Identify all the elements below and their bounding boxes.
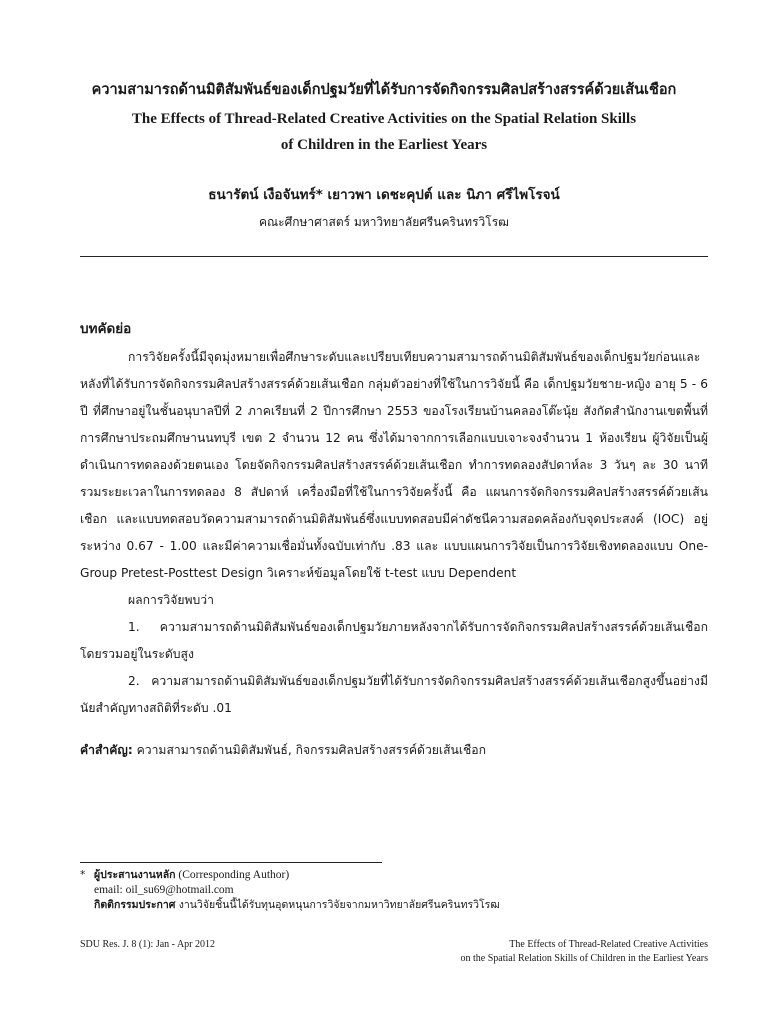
title-english	[60, 106, 708, 158]
results-heading: ผลการวิจัยพบว่า	[128, 593, 214, 607]
title-thai: ความสามารถด้านมิติสัมพันธ์ของเด็กปฐมวัยที่ได้รับการจัดกิจกรรมศิลปสร้างสรรค์ด้วยเส้นเชือก	[91, 82, 677, 98]
result-item-1: 1. ความสามารถด้านมิติสัมพันธ์ของเด็กปฐมวัยภายหลังจากได้รับการจัดกิจกรรมศิลปสร้างสรรค์ด้วยเส้นเชือกโดยรวมอยู่ในระดับสูง	[80, 620, 708, 661]
footnote-divider	[80, 862, 382, 863]
abstract-body	[80, 344, 708, 722]
footnote-email[interactable]: email: oil_su69@hotmail.com	[94, 884, 234, 896]
result-item-2: 2. ความสามารถด้านมิติสัมพันธ์ของเด็กปฐมวัยที่ได้รับการจัดกิจกรรมศิลปสร้างสรรค์ด้วยเส้นเชือกสูงขึ้นอย่างมีนัยสำคัญทางสถิติที่ระดับ .01	[80, 674, 708, 715]
running-title-line-2: on the Spatial Relation Skills of Children in the Earliest Years	[460, 953, 708, 964]
acknowledgement-label: กิตติกรรมประกาศ	[94, 899, 176, 911]
corresponding-author-label: ผู้ประสานงานหลัก	[94, 869, 176, 881]
corresponding-author-label-en: (Corresponding Author)	[175, 869, 290, 881]
abstract-paragraph: การวิจัยครั้งนี้มีจุดมุ่งหมายเพื่อศึกษาระดับและเปรียบเทียบความสามารถด้านมิติสัมพันธ์ของเด็กปฐมวัยก่อนและหลังที่ได้รับการจัดกิจกรรมศิลปสร้างสรรค์ด้วยเส้นเชือก กลุ่มตัวอย่างที่ใช้ในการวิจัยนี้ คือ เด็กปฐมวัยชาย-หญิง อายุ 5 - 6 ปี ที่ศึกษาอยู่ในชั้นอนุบาลปีที่ 2 ภาคเรียนที่ 2 ปีการศึกษา 2553 ของโรงเรียนบ้านคลองโต๊ะนุ้ย สังกัดสำนักงานเขตพื้นที่การศึกษาประถมศึกษานนทบุรี เขต 2 จำนวน 12 คน ซึ่งได้มาจากการเลือกแบบเจาะจงจำนวน 1 ห้องเรียน ผู้วิจัยเป็นผู้ดำเนินการทดลองด้วยตนเอง โดยจัดกิจกรรมศิลปสร้างสรรค์ด้วยเส้นเชือก ทำการทดลองสัปดาห์ละ 3 วันๆ ละ 30 นาที รวมระยะเวลาในการทดลอง 8 สัปดาห์ เครื่องมือที่ใช้ในการวิจัยครั้งนี้ คือ แผนการจัดกิจกรรมศิลปสร้างสรรค์ด้วยเส้นเชือก และแบบทดสอบวัดความสามารถด้านมิติสัมพันธ์ซึ่งแบบทดสอบมีค่าดัชนีความสอดคล้องกับจุดประสงค์ (IOC) อยู่ระหว่าง 0.67 - 1.00 และมีค่าความเชื่อมั่นทั้งฉบับเท่ากับ .83 และ แบบแผนการวิจัยเป็นการวิจัยเชิงทดลองแบบ One-Group Pretest-Posttest Design วิเคราะห์ข้อมูลโดยใช้ t-test แบบ Dependent	[80, 350, 708, 580]
keywords-label: คำสำคัญ:	[80, 743, 133, 757]
keywords-text: ความสามารถด้านมิติสัมพันธ์, กิจกรรมศิลปสร้างสรรค์ด้วยเส้นเชือก	[132, 743, 486, 757]
title-english-line-1: The Effects of Thread-Related Creative Activities on the Spatial Relation Skills	[131, 111, 637, 127]
abstract-heading: บทคัดย่อ	[80, 321, 132, 337]
footnote	[80, 868, 700, 913]
footnote-ack-row	[80, 898, 700, 913]
keywords	[80, 738, 708, 762]
title-english-line-2: of Children in the Earliest Years	[280, 137, 488, 153]
running-title	[461, 938, 708, 966]
running-title-line-1: The Effects of Thread-Related Creative Activities	[509, 939, 708, 950]
header-divider	[80, 256, 708, 257]
footnote-marker: *	[80, 869, 86, 881]
footnote-author-row	[80, 868, 700, 883]
journal-citation: SDU Res. J. 8 (1): Jan - Apr 2012	[80, 939, 215, 950]
author-list: ธนารัตน์ เงือจันทร์* เยาวพา เดชะคุปต์ และ นิภา ศรีไพโรจน์	[208, 187, 560, 203]
affiliation: คณะศึกษาศาสตร์ มหาวิทยาลัยศรีนครินทรวิโรฒ	[259, 215, 509, 229]
acknowledgement-text: งานวิจัยชิ้นนี้ได้รับทุนอุดหนุนการวิจัยจากมหาวิทยาลัยศรีนครินทรวิโรฒ	[175, 899, 500, 911]
footnote-email-row	[80, 883, 700, 898]
